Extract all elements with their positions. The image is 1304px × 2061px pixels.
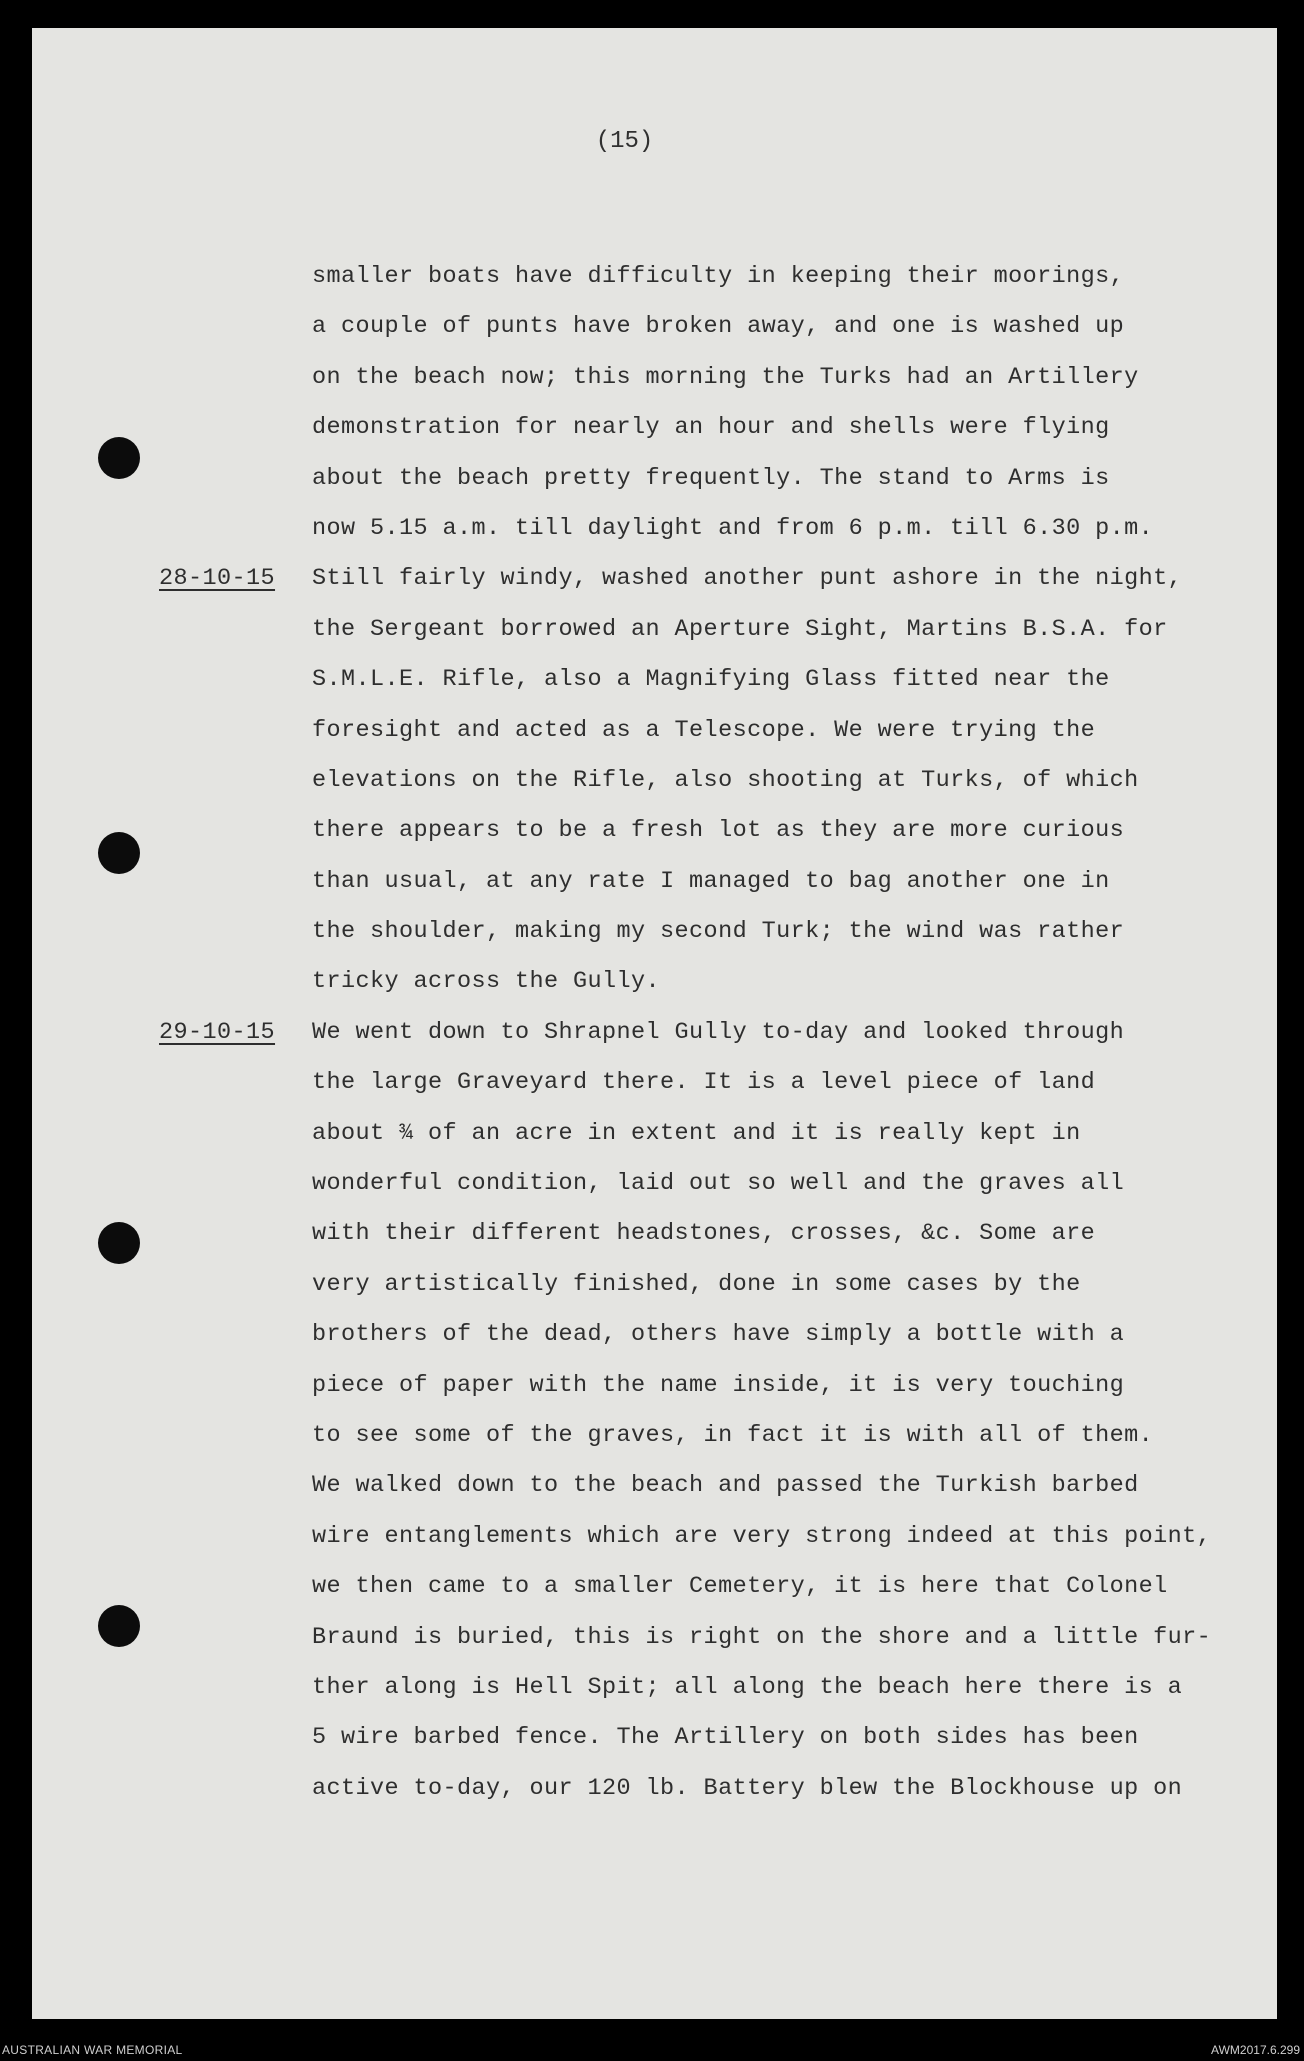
text-line	[32, 655, 1277, 705]
line-text: piece of paper with the name inside, it is very touching	[312, 1371, 1125, 1399]
line-text: smaller boats have difficulty in keeping their moorings,	[312, 263, 1125, 290]
text-line	[32, 806, 1277, 856]
text-line	[32, 554, 1277, 604]
text-line	[32, 504, 1277, 554]
line-text: tricky across the Gully.	[312, 968, 661, 996]
line-text: to see some of the graves, in fact it is with all of them.	[312, 1421, 1154, 1449]
line-text: demonstration for nearly an hour and shells were flying	[312, 414, 1110, 442]
entry-date: 29-10-15	[159, 1018, 276, 1046]
text-line	[32, 957, 1277, 1007]
text-line	[32, 1512, 1277, 1562]
text-line	[32, 1260, 1277, 1310]
line-text: than usual, at any rate I managed to bag another one in	[312, 867, 1110, 895]
text-line	[32, 907, 1277, 957]
text-line	[32, 1361, 1277, 1411]
line-text: about ¾ of an acre in extent and it is really kept in	[312, 1119, 1081, 1147]
text-line	[32, 1310, 1277, 1360]
line-text: we then came to a smaller Cemetery, it is here that Colonel	[312, 1573, 1168, 1601]
line-text: brothers of the dead, others have simply a bottle with a	[312, 1321, 1125, 1349]
text-line	[32, 1663, 1277, 1713]
text-line	[32, 857, 1277, 907]
text-line	[32, 1461, 1277, 1511]
line-text: the shoulder, making my second Turk; the wind was rather	[312, 918, 1125, 946]
line-text: 5 wire barbed fence. The Artillery on both sides has been	[312, 1724, 1139, 1752]
text-line	[32, 252, 1277, 302]
text-line	[32, 1411, 1277, 1461]
line-text: ther along is Hell Spit; all along the beach here there is a	[312, 1673, 1183, 1701]
line-text: there appears to be a fresh lot as they are more curious	[312, 817, 1125, 845]
text-line	[32, 1562, 1277, 1612]
text-line	[32, 1209, 1277, 1259]
line-text: on the beach now; this morning the Turks had an Artillery	[312, 363, 1139, 391]
text-line	[32, 1613, 1277, 1663]
line-text: elevations on the Rifle, also shooting at Turks, of which	[312, 766, 1139, 794]
text-line	[32, 1713, 1277, 1763]
text-line	[32, 353, 1277, 403]
page-number: (15)	[595, 128, 654, 155]
line-text: We went down to Shrapnel Gully to-day and looked through	[312, 1018, 1125, 1046]
text-line	[32, 1008, 1277, 1058]
line-text: wonderful condition, laid out so well and the graves all	[312, 1170, 1125, 1198]
text-line	[32, 1159, 1277, 1209]
line-text: a couple of punts have broken away, and one is washed up	[312, 313, 1125, 341]
line-text: with their different headstones, crosses, &c. Some are	[312, 1220, 1096, 1248]
line-text: S.M.L.E. Rifle, also a Magnifying Glass fitted near the	[312, 666, 1110, 694]
archive-credit: AUSTRALIAN WAR MEMORIAL	[2, 2043, 183, 2057]
text-line	[32, 403, 1277, 453]
archive-reference: AWM2017.6.299	[1211, 2043, 1300, 2057]
text-line	[32, 756, 1277, 806]
line-text: We walked down to the beach and passed the Turkish barbed	[312, 1472, 1139, 1500]
text-line	[32, 706, 1277, 756]
line-text: now 5.15 a.m. till daylight and from 6 p.m. till 6.30 p.m.	[312, 514, 1154, 542]
text-line	[32, 1058, 1277, 1108]
entry-date: 28-10-15	[159, 565, 276, 593]
diary-text	[32, 252, 1277, 1814]
line-text: the Sergeant borrowed an Aperture Sight, Martins B.S.A. for	[312, 615, 1168, 643]
line-text: about the beach pretty frequently. The stand to Arms is	[312, 464, 1110, 492]
text-line	[32, 605, 1277, 655]
line-text: very artistically finished, done in some cases by the	[312, 1270, 1081, 1298]
text-line	[32, 302, 1277, 352]
text-line	[32, 454, 1277, 504]
line-text: wire entanglements which are very strong indeed at this point,	[312, 1522, 1212, 1550]
line-text: the large Graveyard there. It is a level piece of land	[312, 1069, 1096, 1097]
line-text: foresight and acted as a Telescope. We were trying the	[312, 716, 1096, 744]
text-line	[32, 1764, 1277, 1814]
line-text: Still fairly windy, washed another punt ashore in the night,	[312, 565, 1183, 593]
line-text: Braund is buried, this is right on the shore and a little fur-	[312, 1623, 1212, 1651]
line-text: active to-day, our 120 lb. Battery blew the Blockhouse up on	[312, 1774, 1183, 1802]
text-line	[32, 1109, 1277, 1159]
typed-page	[32, 28, 1277, 2019]
